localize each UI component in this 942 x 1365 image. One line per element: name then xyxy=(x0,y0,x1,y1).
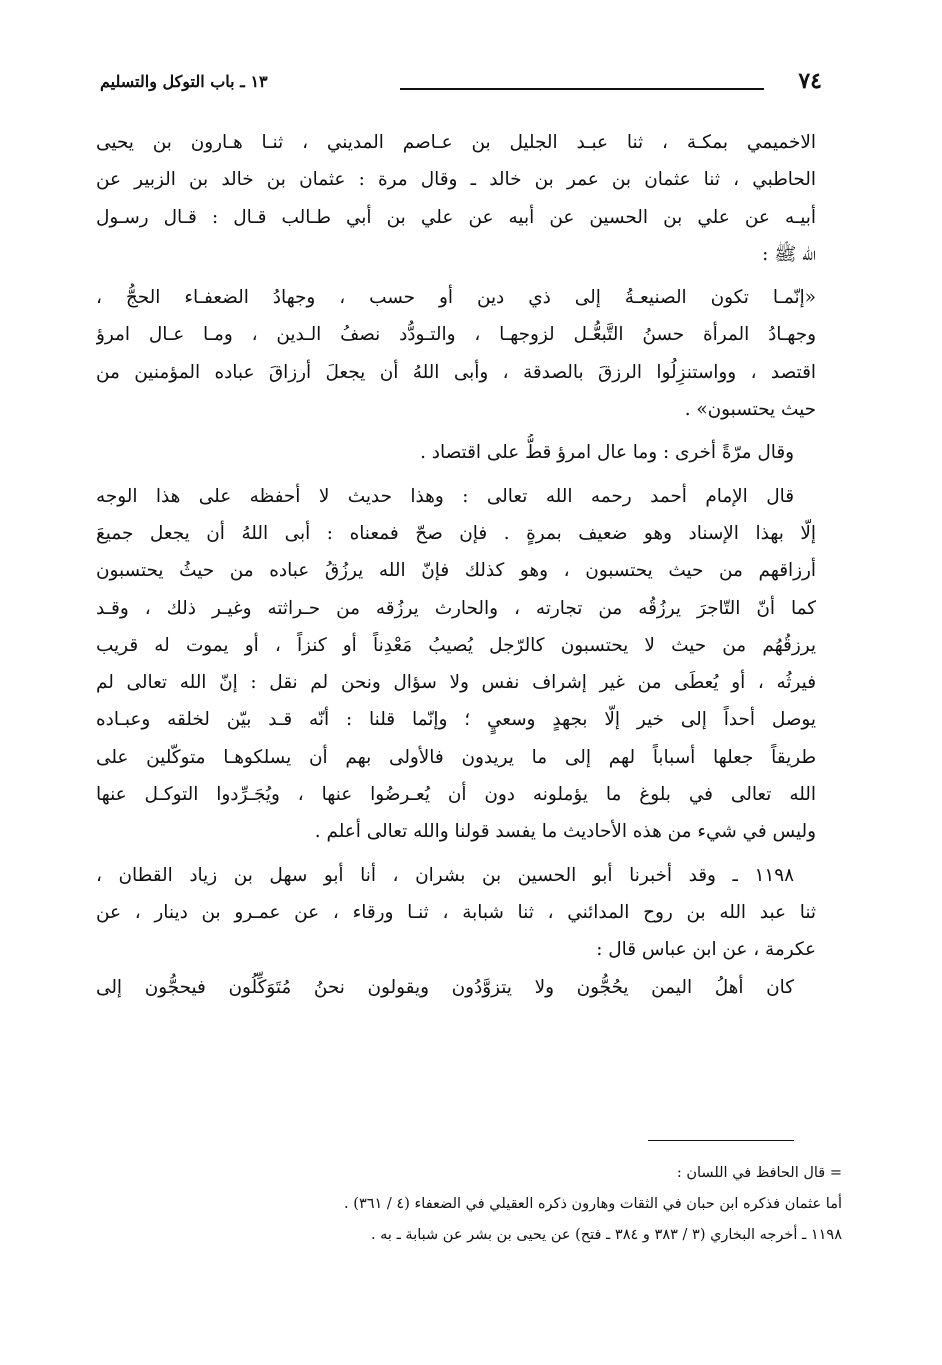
footnote-line: أما عثمان فذكره ابن حبان في الثقات وهارون ذكره العقيلي في الضعفاء (٤ / ٣٦١) . xyxy=(344,1196,842,1212)
text-line: الله تعالى في بلوغ ما يؤملونه دون أن يُعـرضُوا عنها ، ويُجَـرِّدوا التوكـل عنها xyxy=(96,784,816,806)
text-line: فيرثُه ، أو يُعطَى من غير إشراف نفس ولا سؤال ونحن لم نقل : إنّ الله تعالى لم xyxy=(96,672,816,694)
text-line: كما أنّ التّاجرَ يرزُقُه من تجارته ، والحارث يرزُقه من حـراثته وغيـر ذلك ، وقـد xyxy=(96,597,816,619)
text-line: كان أهلُ اليمن يحُجُّون ولا يتزوَّدُون ويقولون نحنُ مُتَوَكِّلُون فيحجُّون إلى xyxy=(96,976,794,998)
main-text xyxy=(96,124,816,1006)
text-line: الحاطبي ، ثنا عثمان بن عمر بن خالد ـ وقال مرة : عثمان بن خالد بن الزبير عن xyxy=(96,169,816,191)
text-line: وليس في شيء من هذه الأحاديث ما يفسد قولنا والله تعالى أعلم . xyxy=(314,821,816,843)
text-line: الله ﷺ : xyxy=(762,243,816,265)
text-line: يوصل أحداً إلى خير إلّا بجهدٍ وسعيٍ ؛ وإنّما قلنا : أنّه قـد بيّن لخلقه وعبـاده xyxy=(96,709,816,731)
text-line: إلّا بهذا الإسناد وهو ضعيف بمرةٍ . فإن صحّ فمعناه : أبى اللهُ أن يجعل جميعَ xyxy=(96,522,816,544)
footnotes xyxy=(122,1158,842,1251)
text-line: قال الإمام أحمد رحمه الله تعالى : وهذا حديث لا أحفظه على هذا الوجه xyxy=(96,485,794,507)
page-number: ٧٤ xyxy=(798,68,822,94)
text-line: يرزقُهُم من حيث لا يحتسبون كالرّجل يُصيبُ مَعْدِناً أو كنزاً ، أو يموت له قريب xyxy=(96,634,816,656)
text-line: «إنّمـا تكون الصنيعـةُ إلى ذي دين أو حسب ، وجهادُ الضعفـاء الحجُّ ، xyxy=(96,287,816,309)
text-line: ثنا عبد الله بن روح المدائني ، ثنا شبابة ، ثنـا ورقاء ، عن عمـرو بن دينار ، عن xyxy=(96,901,816,923)
text-line: وقال مرّةً أخرى : وما عال امرؤ قطُّ على اقتصاد . xyxy=(420,442,794,464)
footnote-line: ١١٩٨ ـ أخرجه البخاري (٣ / ٣٨٣ و ٣٨٤ ـ فتح) عن يحيى بن بشر عن شبابة ـ به . xyxy=(370,1227,842,1243)
text-line: طريقاً جعلها أسباباً لهم إلى ما يريدون فالأولى بهم أن يسلكوهـا متوكّلين على xyxy=(96,746,816,768)
text-line: الاخميمي بمكـة ، ثنا عبـد الجليل بن عـاصم المديني ، ثنـا هـارون بن يحيى xyxy=(96,132,816,153)
footnote-separator xyxy=(648,1140,794,1141)
text-line: عكرمة ، عن ابن عباس قال : xyxy=(596,939,816,961)
footnote-line: = قال الحافظ في اللسان : xyxy=(676,1165,842,1181)
header-rule xyxy=(400,88,764,90)
chapter-title: ١٣ ـ باب التوكل والتسليم xyxy=(100,72,268,91)
text-line: اقتصد ، وواستنزِلُوا الرزقَ بالصدقة ، وأبى اللهُ أن يجعلَ أرزاقَ عباده المؤمنين من xyxy=(96,361,816,383)
text-line: حيث يحتسبون» . xyxy=(684,399,816,421)
running-header xyxy=(100,66,822,106)
text-line: وجهـادُ المرأة حسنُ التَّبعُّـل لزوجهـا ، والتـودُّد نصفُ الـدين ، ومـا عـال امرؤ xyxy=(96,324,816,346)
text-line: ١١٩٨ ـ وقد أخبرنا أبو الحسين بن بشران ، أنا أبو سهل بن زياد القطان ، xyxy=(96,864,794,886)
text-line: أبيـه عن علي بن الحسين عن أبيه عن علي بن أبي طـالب قـال : قـال رسـول xyxy=(96,206,816,228)
text-line: أرزاقهم من حيث يحتسبون ، وهو كذلك فإنّ الله يرزُقُ عباده من حيثُ يحتسبون xyxy=(96,560,816,582)
